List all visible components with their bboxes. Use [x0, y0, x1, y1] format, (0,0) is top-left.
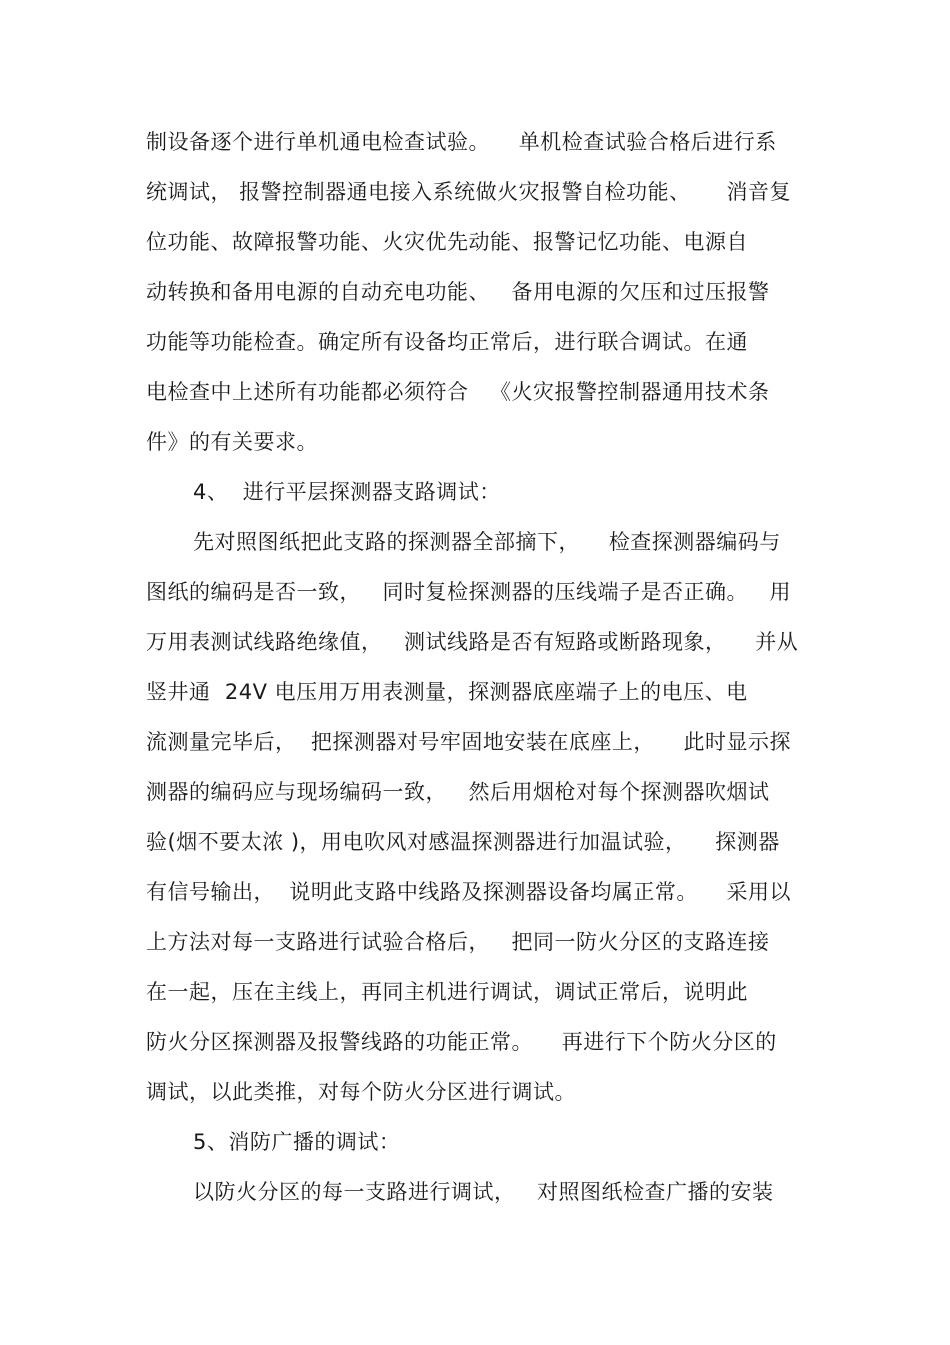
- section-heading: 5、消防广播的调试：: [193, 1130, 401, 1154]
- paragraph-line: 万用表测试线路绝缘值， 测试线路是否有短路或断路现象， 并从: [146, 630, 799, 654]
- paragraph-line: 在一起，压在主线上，再同主机进行调试，调试正常后，说明此: [146, 980, 748, 1004]
- paragraph-line: 图纸的编码是否一致， 同时复检探测器的压线端子是否正确。 用: [146, 580, 792, 604]
- paragraph-line: 竖井通 24V 电压用万用表测量，探测器底座端子上的电压、电: [146, 680, 748, 704]
- paragraph-line: 制设备逐个进行单机通电检查试验。 单机检查试验合格后进行系: [146, 130, 777, 154]
- paragraph-line: 调试，以此类推，对每个防火分区进行调试。: [146, 1080, 576, 1104]
- paragraph-line: 位功能、故障报警功能、火灾优先动能、报警记忆功能、电源自: [146, 230, 748, 254]
- paragraph-line: 测器的编码应与现场编码一致， 然后用烟枪对每个探测器吹烟试: [146, 780, 770, 804]
- paragraph-line: 有信号输出， 说明此支路中线路及探测器设备均属正常。 采用以: [146, 880, 792, 904]
- paragraph-line: 功能等功能检查。确定所有设备均正常后，进行联合调试。在通: [146, 330, 748, 354]
- paragraph-line: 防火分区探测器及报警线路的功能正常。 再进行下个防火分区的: [146, 1030, 777, 1054]
- paragraph-line: 以防火分区的每一支路进行调试， 对照图纸检查广播的安装: [193, 1180, 774, 1204]
- paragraph-line: 上方法对每一支路进行试验合格后， 把同一防火分区的支路连接: [146, 930, 770, 954]
- paragraph-line: 电检查中上述所有功能都必须符合 《火灾报警控制器通用技术条: [146, 380, 770, 404]
- section-heading: 4、 进行平层探测器支路调试：: [193, 480, 501, 504]
- paragraph-line: 流测量完毕后， 把探测器对号牢固地安装在底座上， 此时显示探: [146, 730, 792, 754]
- paragraph-line: 动转换和备用电源的自动充电功能、 备用电源的欠压和过压报警: [146, 280, 770, 304]
- paragraph-line: 先对照图纸把此支路的探测器全部摘下， 检查探测器编码与: [193, 530, 781, 554]
- paragraph-line: 统调试， 报警控制器通电接入系统做火灾报警自检功能、 消音复: [146, 180, 792, 204]
- paragraph-line: 验(烟不要太浓 )，用电吹风对感温探测器进行加温试验， 探测器: [146, 830, 780, 854]
- paragraph-line: 件》的有关要求。: [146, 430, 318, 454]
